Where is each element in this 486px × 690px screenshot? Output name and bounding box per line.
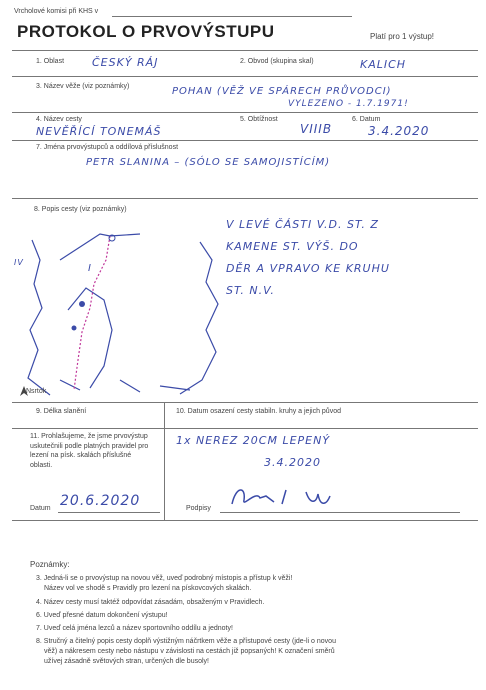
notes-item-2: Název vol ve shodě s Pravidly pro lezení na pískovcových skalách. <box>44 585 252 592</box>
field-6-value: 3.4.2020 <box>368 124 430 138</box>
field-5-label: 5. Obtížnost <box>240 116 278 123</box>
date-value: 20.6.2020 <box>60 493 141 509</box>
field-3-value-2: VYLEZENO - 1.7.1971! <box>288 99 409 109</box>
notes-item-1: 3. Jedná-li se o prvovýstup na novou věž, uveď podrobný místopis a přístup k věži! <box>36 575 293 582</box>
issuer-line: Vrcholové komisi při KHS v <box>14 8 99 15</box>
field-1-value: ČESKÝ RÁJ <box>92 56 159 69</box>
divider <box>164 403 165 429</box>
date-underline <box>58 512 160 513</box>
divider <box>12 140 478 141</box>
field-10-value-2: 3.4.2020 <box>264 456 321 469</box>
field-7-label: 7. Jména prvovýstupců a oddílová příslušnost <box>36 144 179 151</box>
sketch-mark-left: IV <box>14 258 24 267</box>
divider <box>12 76 478 77</box>
date-label: Datum <box>30 505 51 512</box>
field-1-label: 1. Oblast <box>36 58 65 65</box>
route-desc-line-4: ST. N.V. <box>226 284 275 297</box>
field-4-label: 4. Název cesty <box>36 116 82 123</box>
field-4-value: NEVĚŘÍCÍ TONEMÁŠ <box>36 125 162 138</box>
divider <box>12 520 478 521</box>
divider <box>12 198 478 199</box>
issuer-underline <box>112 16 352 17</box>
field-3-value-1: POHAN (VĚŽ VE SPÁRECH PRŮVODCI) <box>172 86 392 97</box>
route-desc-line-2: KAMENE ST. VÝŠ. DO <box>226 240 359 253</box>
field-5-value: VIIIB <box>300 122 333 136</box>
field-10-value-1: 1x NEREZ 20CM LEPENÝ <box>176 434 331 447</box>
north-arrow-icon <box>20 386 28 396</box>
notes-item-4: 6. Uveď přesné datum dokončení výstupu! <box>36 612 168 619</box>
field-7-value: PETR SLANINA – (SÓLO SE SAMOJISTÍCÍM) <box>86 157 331 168</box>
divider <box>12 402 478 403</box>
copies-note: Platí pro 1 výstup! <box>370 32 435 41</box>
field-2-label: 2. Obvod (skupina skal) <box>240 58 314 65</box>
divider <box>164 428 165 520</box>
route-desc-line-1: V LEVÉ ČÁSTI V.D. ST. Z <box>226 218 379 231</box>
notes-item-7: věž) a nákresem cesty nebo nástupu v závislosti na cestách již popsaných! K označení směrů <box>44 648 335 655</box>
field-3-label: 3. Název věže (viz poznámky) <box>36 83 130 90</box>
field-2-value: KALICH <box>360 58 407 71</box>
sketch-mark-mid: I <box>88 263 92 274</box>
declaration-text: 11. Prohlašujeme, že jsme prvovýstup uskutečnili podle platných pravidel pro lezení na písk. skalách příslušné oblasti. <box>30 433 149 469</box>
notes-item-8: užívej zásadně světových stran, určených dle busoly! <box>44 658 209 665</box>
notes-item-6: 8. Stručný a čitelný popis cesty doplň výstižným náčrtkem věže a přístupové cesty (jde-li o novou <box>36 638 336 645</box>
notes-item-5: 7. Uveď celá jména lezců a název sportovního oddílu a jednoty! <box>36 625 233 632</box>
field-9-label: 9. Délka slanění <box>36 408 87 415</box>
page-title: PROTOKOL O PRVOVÝSTUPU <box>17 22 275 41</box>
notes-item-3: 4. Název cesty musí taktéž odpovídat zásadám, obsaženým v Pravidlech. <box>36 599 265 606</box>
notes-heading: Poznámky: <box>30 560 70 569</box>
field-6-label: 6. Datum <box>352 116 381 123</box>
north-label: Nsrtok <box>26 388 47 395</box>
field-10-label: 10. Datum osazení cesty stabiln. kruhy a jejich původ <box>176 408 341 415</box>
route-sketch <box>20 220 235 400</box>
signature-underline <box>220 512 460 513</box>
divider <box>12 428 478 429</box>
field-8-label: 8. Popis cesty (viz poznámky) <box>34 206 127 213</box>
signature-icon <box>226 484 346 512</box>
route-desc-line-3: DĚR A VPRAVO KE KRUHU <box>226 262 390 275</box>
divider <box>12 112 478 113</box>
signature-label: Podpisy <box>186 505 211 512</box>
divider <box>12 50 478 51</box>
